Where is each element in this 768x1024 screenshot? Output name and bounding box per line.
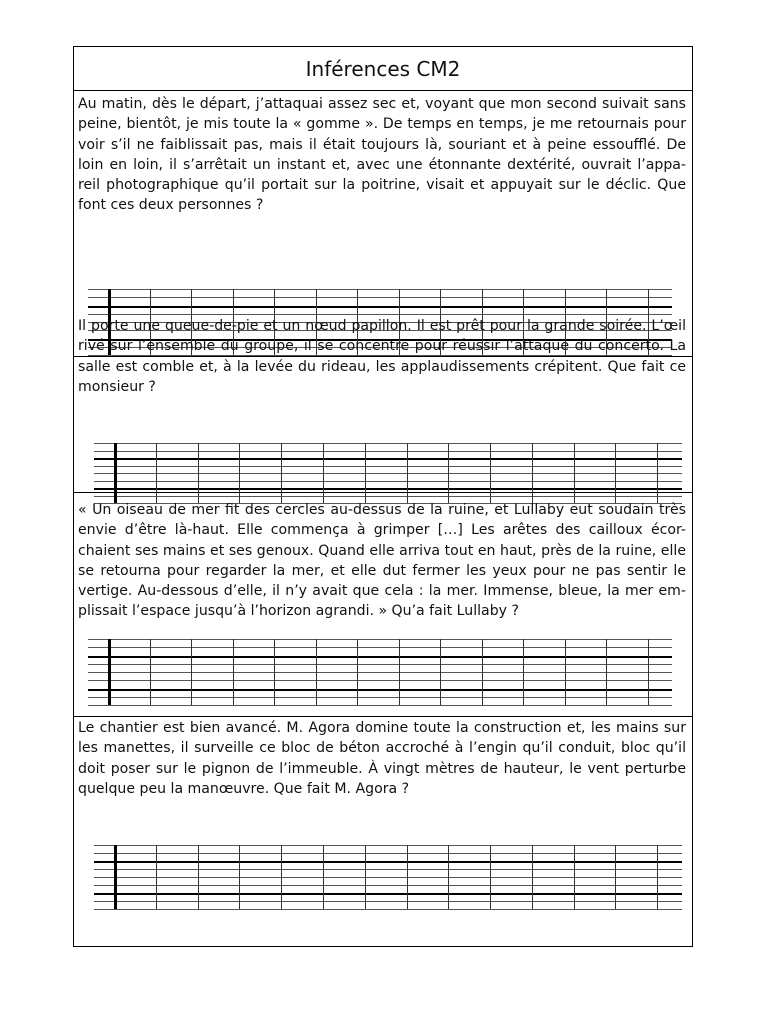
ruling-line	[88, 689, 672, 691]
ruling-line	[88, 289, 672, 290]
ruling-line	[94, 466, 682, 467]
answer-lines-2	[94, 443, 682, 503]
ruling-line	[94, 901, 682, 902]
ruling-column	[657, 443, 658, 503]
ruling-column	[648, 639, 649, 705]
exercise-3-text: « Un oiseau de mer fit des cercles au-dessus de la ruine, et Lullaby eut soudain très envie d’être là-haut. Elle commença à grimper […] Les arêtes des cailloux écor-chaient ses mains et ses genoux. Quand elle arriva tout en haut, près de la ruine, elle se retourna pour regarder la mer, et elle dut fermer les yeux pour ne pas sentir le vertige. Au-dessous d’elle, il n’y avait que cela : la mer. Immense, bleue, la mer em-plissait l’espace jusqu’à l’horizon agrandi. » Qu’a fait Lullaby ?	[78, 502, 686, 620]
ruling-column	[281, 845, 282, 909]
ruling-line	[94, 481, 682, 482]
ruling-line	[88, 680, 672, 681]
ruling-column	[574, 443, 575, 503]
ruling-column	[615, 845, 616, 909]
ruling-column	[532, 443, 533, 503]
ruling-line	[88, 664, 672, 665]
exercise-4-text: Le chantier est bien avancé. M. Agora domine toute la construction et, les mains sur les manettes, il surveille ce bloc de béton accroché à l’engin qu’il conduit, bloc qu’il doit poser sur le pignon de l’immeuble. À vingt mètres de hauteur, le vent perturbe quelque peu la manœuvre. Que fait M. Agora ?	[78, 720, 686, 797]
ruling-column	[606, 639, 607, 705]
ruling-line	[94, 451, 682, 452]
page-title: Inférences CM2	[74, 47, 692, 91]
ruling-column	[490, 845, 491, 909]
ruling-column	[407, 443, 408, 503]
answer-lines-3	[88, 639, 672, 705]
ruling-column	[198, 845, 199, 909]
ruling-column	[357, 639, 358, 705]
ruling-line	[88, 705, 672, 706]
ruling-column	[574, 845, 575, 909]
ruling-column	[150, 639, 151, 705]
exercise-2-text: Il porte une queue-de-pie et un nœud papillon. Il est prêt pour la grande soirée. L’œil rivé sur l’ensemble du groupe, il se concentre pour réussir l’attaque du concerto. La salle est comble et, à la levée du rideau, les applaudissements crépitent. Que fait ce monsieur ?	[78, 318, 686, 395]
ruling-column	[233, 639, 234, 705]
ruling-line	[94, 458, 682, 460]
ruling-line	[94, 473, 682, 474]
ruling-line	[94, 877, 682, 878]
ruling-column	[440, 639, 441, 705]
ruling-line	[94, 885, 682, 886]
ruling-column	[448, 845, 449, 909]
exercise-3	[74, 497, 692, 717]
ruling-line	[88, 639, 672, 640]
ruling-line	[88, 672, 672, 673]
ruling-column	[156, 443, 157, 503]
ruling-column	[365, 845, 366, 909]
ruling-line	[94, 443, 682, 444]
ruling-line	[94, 869, 682, 870]
ruling-column	[239, 443, 240, 503]
exercise-4	[74, 715, 692, 947]
ruling-column	[191, 639, 192, 705]
ruling-column	[323, 845, 324, 909]
ruling-line	[94, 853, 682, 854]
ruling-line	[88, 297, 672, 298]
ruling-column	[523, 639, 524, 705]
ruling-line	[94, 893, 682, 895]
ruling-column	[239, 845, 240, 909]
ruling-line	[94, 488, 682, 490]
ruling-column	[615, 443, 616, 503]
ruling-column	[156, 845, 157, 909]
ruling-line	[88, 647, 672, 648]
ruling-column	[399, 639, 400, 705]
ruling-column	[657, 845, 658, 909]
ruling-column	[490, 443, 491, 503]
ruling-line	[88, 656, 672, 658]
ruling-column	[323, 443, 324, 503]
exercise-2	[74, 313, 692, 493]
margin-line	[108, 639, 111, 705]
exercise-1-text: Au matin, dès le départ, j’attaquai assez sec et, voyant que mon second suivait sans peine, bientôt, je mis toute la « gomme ». De temps en temps, je me retournais pour voir s’il ne faiblissait pas, mais il était toujours là, souriant et à peine essoufflé. De loin en loin, il s’arrêtait un instant et, avec une étonnante dextérité, ouvrait l’appa-reil photographique qu’il portait sur la poitrine, visait et appuyait sur le déclic. Que font ces deux personnes ?	[78, 96, 686, 214]
ruling-column	[532, 845, 533, 909]
worksheet	[73, 46, 693, 947]
ruling-column	[365, 443, 366, 503]
ruling-column	[565, 639, 566, 705]
ruling-line	[94, 845, 682, 846]
ruling-line	[94, 861, 682, 863]
ruling-column	[407, 845, 408, 909]
answer-lines-4	[94, 845, 682, 909]
ruling-column	[316, 639, 317, 705]
margin-line	[114, 845, 117, 909]
ruling-column	[448, 443, 449, 503]
ruling-column	[281, 443, 282, 503]
margin-line	[114, 443, 117, 503]
ruling-column	[274, 639, 275, 705]
ruling-column	[198, 443, 199, 503]
ruling-column	[482, 639, 483, 705]
ruling-line	[88, 306, 672, 308]
ruling-line	[88, 697, 672, 698]
ruling-line	[94, 909, 682, 910]
